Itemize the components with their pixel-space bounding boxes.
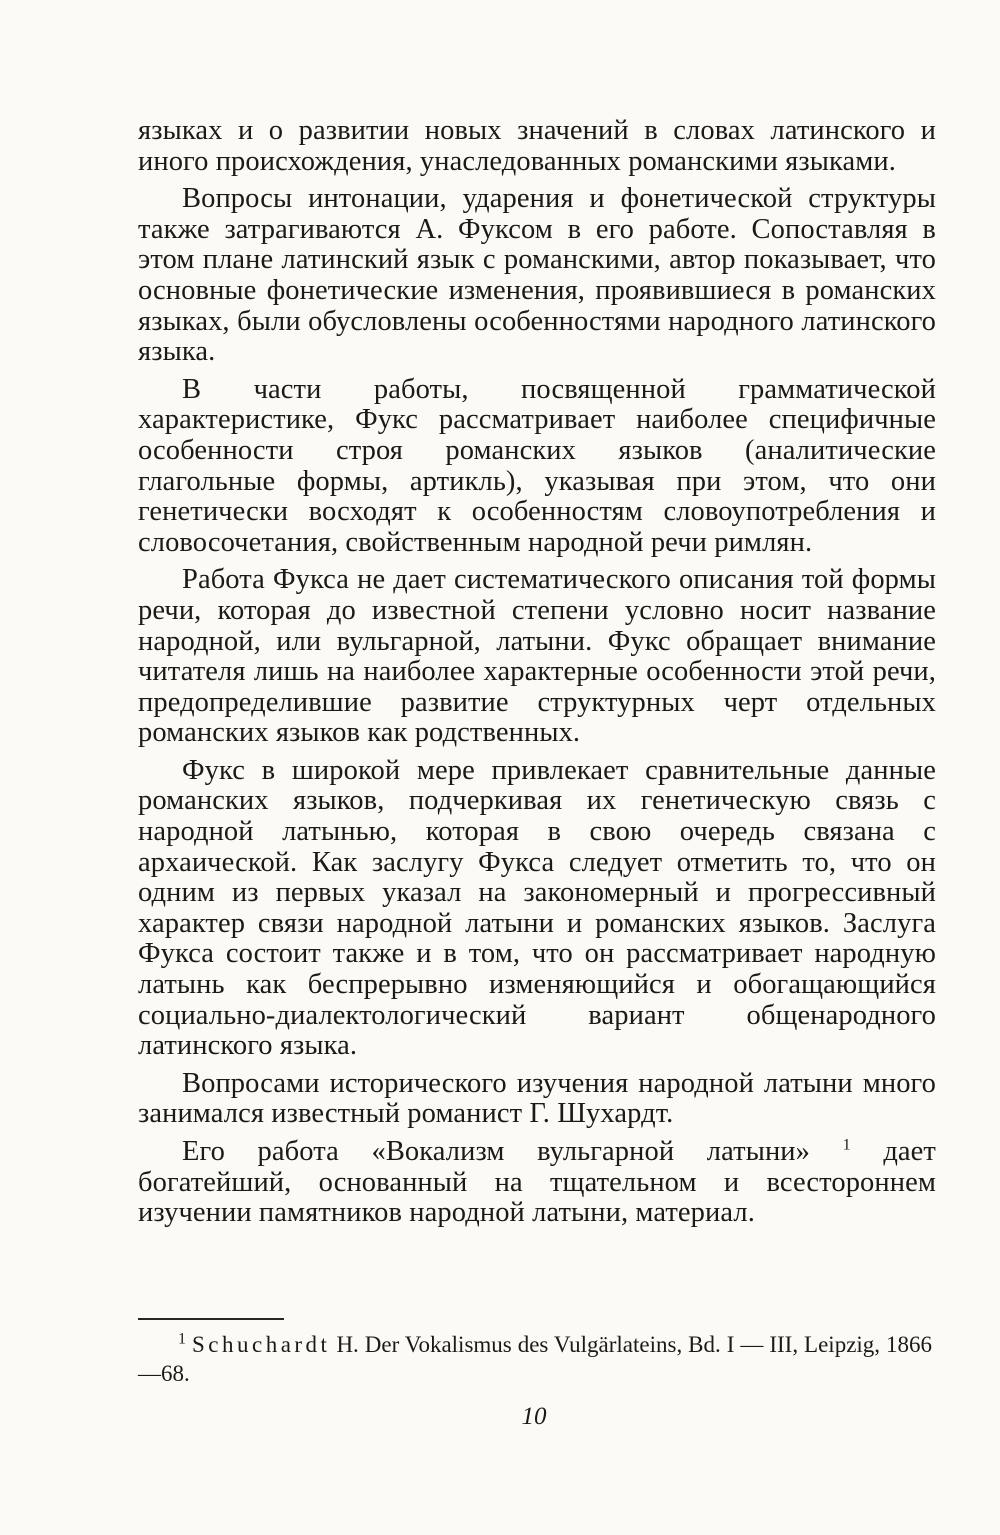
page-number: 10 — [521, 1403, 547, 1430]
footnote-citation: H. Der Vokalismus des Vulgärlateins, Bd. I — III, Leipzig, 1866—68. — [138, 1332, 933, 1386]
footnote-marker: 1 — [178, 1330, 186, 1348]
footnote-reference: 1 — [842, 1136, 851, 1154]
paragraph-7 — [138, 1137, 936, 1229]
page-body — [138, 116, 936, 1236]
paragraph-4: Работа Фукса не дает систематического описания той формы речи, которая до известной степени условно носит название народной, или вульгарной, латыни. Фукс обращает внимание читателя лишь на наиболее характерные особенности этой речи, предопределившие развитие структурных черт отдельных романских языков как родственных. — [138, 564, 936, 749]
paragraph-1: языках и о развитии новых значений в словах латинского и иного происхождения, унаследованных романскими языками. — [138, 115, 936, 177]
footnote — [138, 1330, 932, 1388]
paragraph-6: Вопросами исторического изучения народной латыни много занимался известный романист Г. Шухардт. — [138, 1067, 936, 1130]
paragraph-7-end: дает богатейший, основанный на тщательном и всестороннем изучении памятников народной латыни, материал. — [138, 1136, 936, 1229]
paragraph-3: В части работы, посвященной грамматической характеристике, Фукс рассматривает наиболее специфичные особенности строя романских языков (аналитические глагольные формы, артикль), указывая при этом, что они генетически восходят к особенностям словоупотребления и словосочетания, свойственным народной речи римлян. — [138, 373, 936, 558]
paragraph-7-start: Его работа «Вокализм вульгарной латыни» — [182, 1136, 810, 1167]
paragraph-2: Вопросы интонации, ударения и фонетической структуры также затрагиваются А. Фуксом в его работе. Сопоставляя в этом плане латинский язык с романскими, автор показывает, что основные фонетические изменения, проявившиеся в романских языках, были обусловлены особенностями народного латинского языка. — [138, 183, 936, 368]
paragraph-5: Фукс в широкой мере привлекает сравнительные данные романских языков, подчеркивая их генетическую связь с народной латынью, которая в свою очередь связана с архаической. Как заслугу Фукса следует отметить то, что он одним из первых указал на закономерный и прогрессивный характер связи народной латыни и романских языков. Заслуга Фукса состоит также и в том, что он рассматривает народную латынь как беспрерывно изменяющийся и обогащающийся социально-диалектологический вариант общенародного латинского языка. — [138, 754, 936, 1062]
footnote-divider — [138, 1318, 284, 1320]
footnote-author: Schuchardt — [191, 1332, 331, 1357]
